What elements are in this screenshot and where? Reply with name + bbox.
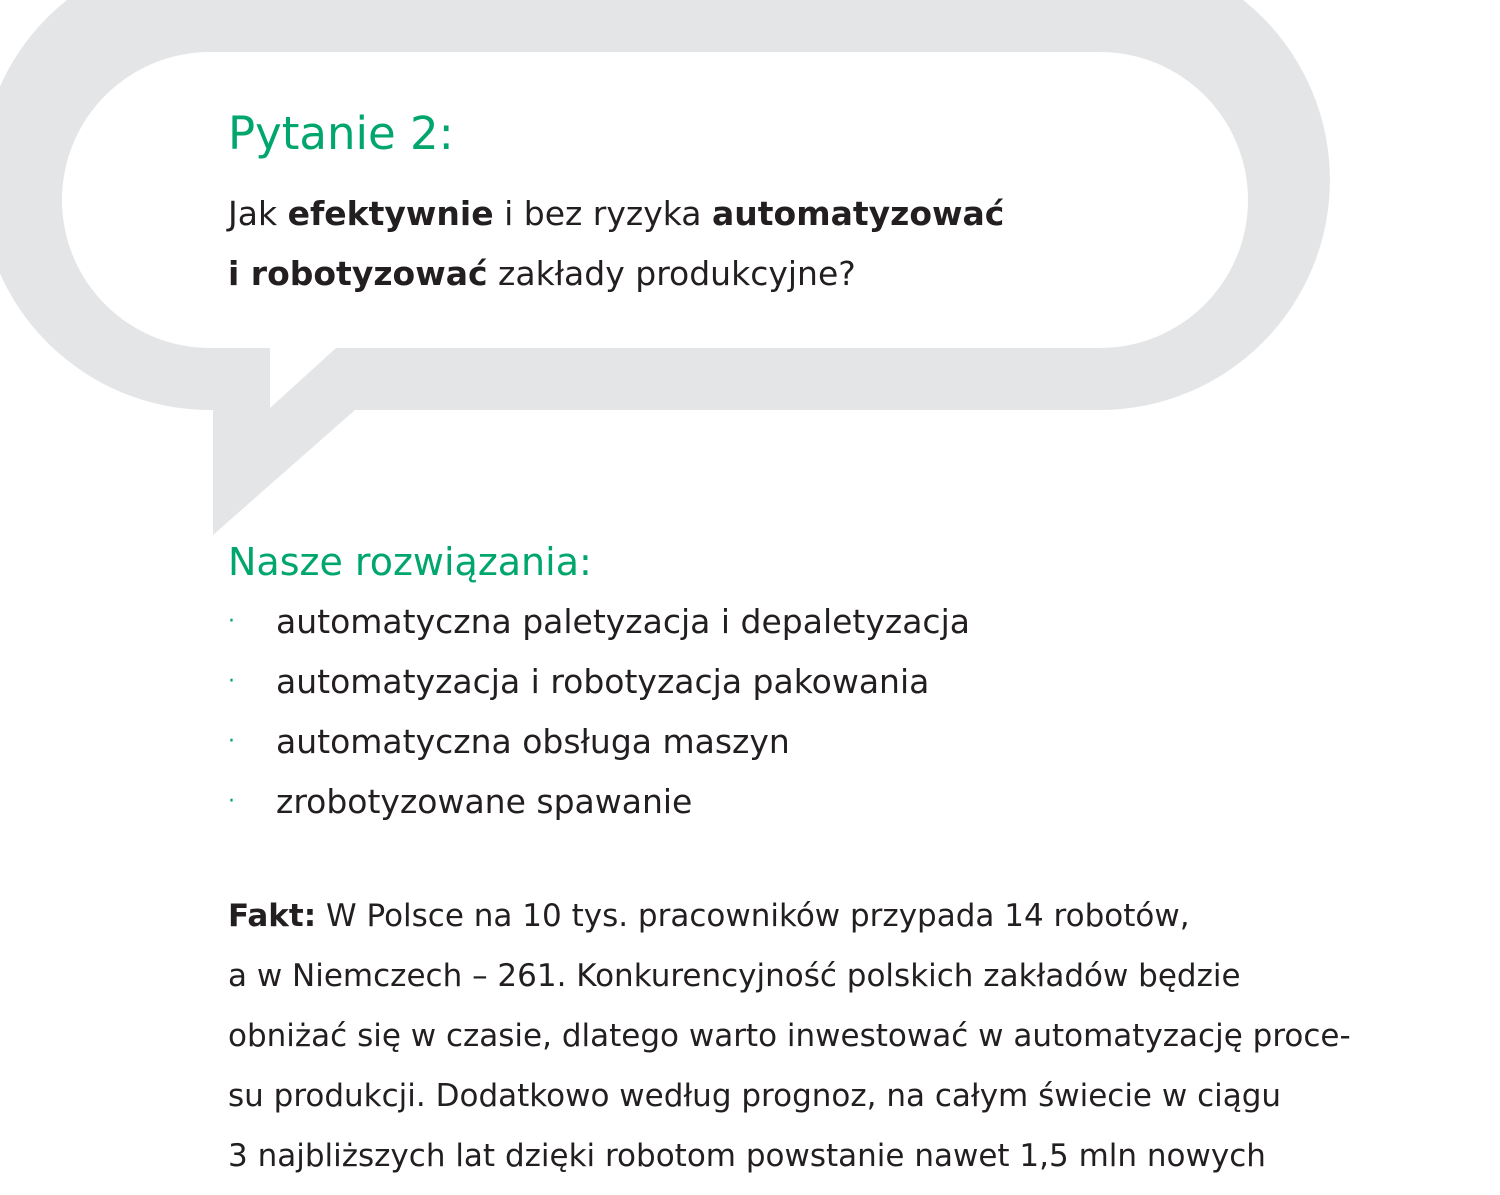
solution-item-label: automatyczna paletyzacja i depaletyzacja [276,602,970,641]
question-emphasis: automatyzować [712,194,1005,233]
fact-line [228,886,1418,946]
fact-label: Fakt: [228,898,317,934]
bullet-icon: · [228,669,235,694]
fact-line: obniżać się w czasie, dlatego warto inwestować w automatyzację proce- [228,1018,1351,1054]
solution-item-label: automatyczna obsługa maszyn [276,722,790,761]
bullet-icon: · [228,609,235,634]
fact-line: 3 najbliższych lat dzięki robotom powstanie nawet 1,5 mln nowych [228,1138,1266,1174]
fact-line: a w Niemczech – 261. Konkurencyjność polskich zakładów będzie [228,958,1241,994]
fact-text: W Polsce na 10 tys. pracowników przypada 14 robotów, [316,898,1190,934]
solution-item [228,712,970,772]
question-title: Pytanie 2: [228,107,454,160]
question-text [228,184,1228,304]
question-emphasis: i robotyzować [228,254,488,293]
solution-item [228,592,970,652]
bullet-icon: · [228,789,235,814]
solution-item-label: automatyzacja i robotyzacja pakowania [276,662,930,701]
solutions-title: Nasze rozwiązania: [228,540,592,584]
fact-line: su produkcji. Dodatkowo według prognoz, na całym świecie w ciągu [228,1078,1282,1114]
bullet-icon: · [228,729,235,754]
question-text-part: zakłady produkcyjne? [487,254,856,293]
fact-paragraph [228,886,1418,1186]
solution-item [228,772,970,832]
question-emphasis: efektywnie [287,194,494,233]
solution-item [228,652,970,712]
solutions-list [228,592,970,832]
question-text-part: Jak [228,194,288,233]
solution-item-label: zrobotyzowane spawanie [276,782,693,821]
question-text-part: i bez ryzyka [493,194,712,233]
